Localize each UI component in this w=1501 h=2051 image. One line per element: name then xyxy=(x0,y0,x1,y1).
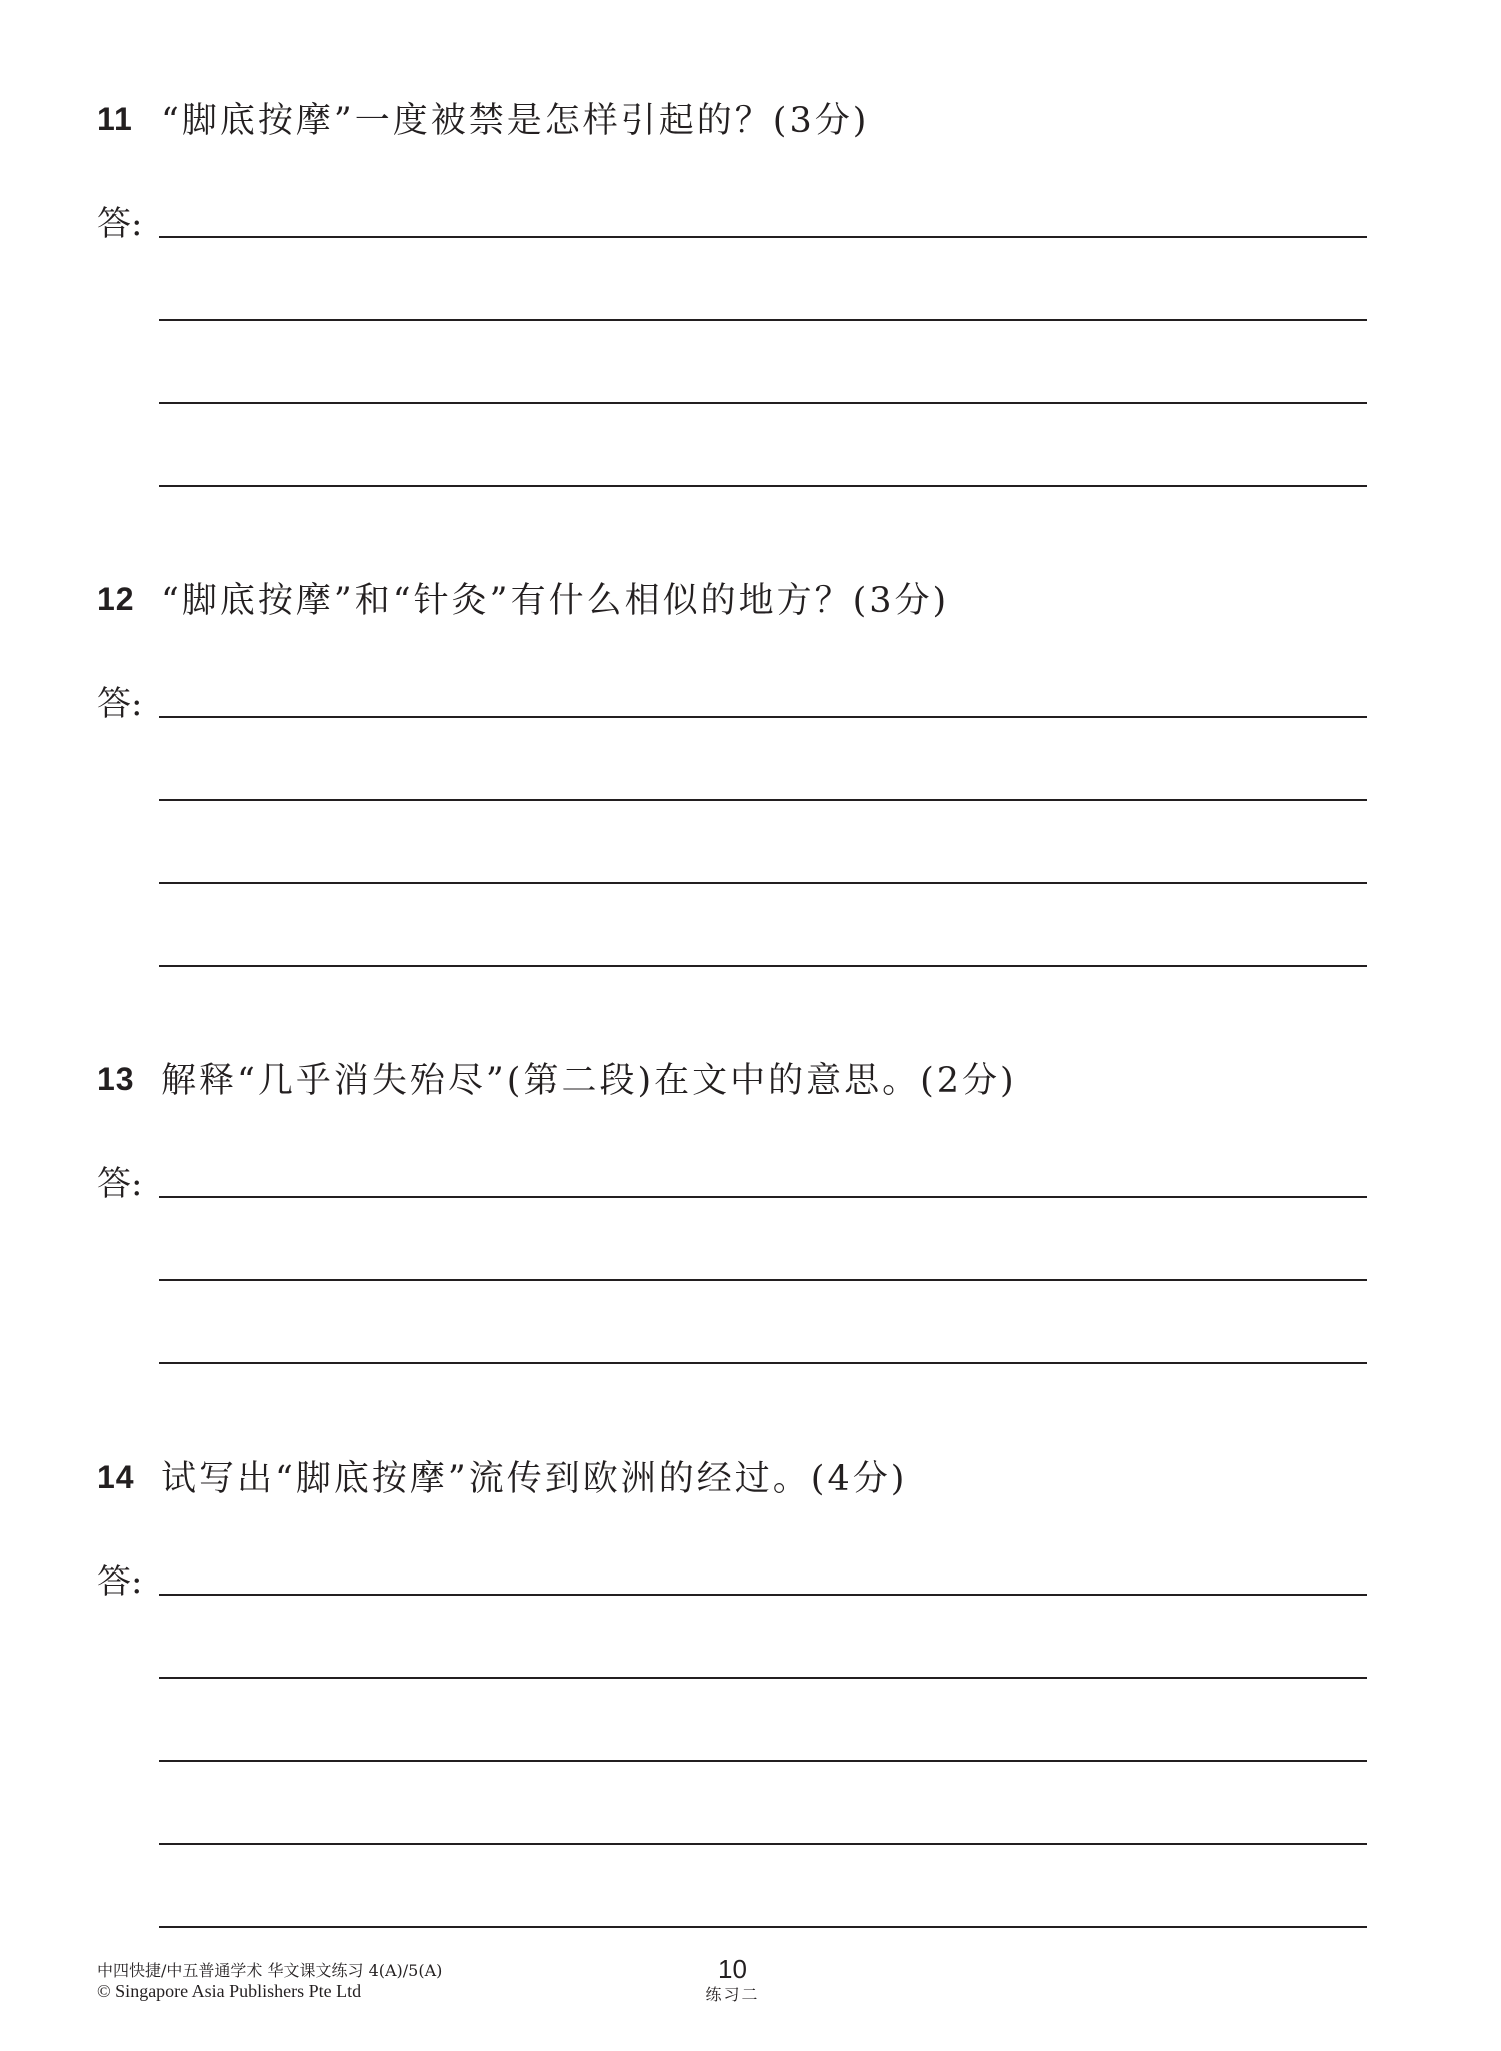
answer-line[interactable] xyxy=(159,1279,1367,1281)
question-number: 13 xyxy=(97,1061,135,1097)
answer-line[interactable] xyxy=(159,799,1367,801)
question-text: 试写出“脚底按摩”流传到欧洲的经过。(4分) xyxy=(161,1459,908,1499)
section-name: 练习二 xyxy=(705,1985,760,2004)
answer-label: 答: xyxy=(97,684,143,724)
answer-line[interactable] xyxy=(159,965,1367,967)
question-header xyxy=(97,1451,1367,1501)
question-header xyxy=(97,1053,1367,1103)
question-header xyxy=(97,573,1367,623)
answer-line[interactable] xyxy=(159,882,1367,884)
question-text: “脚底按摩”和“针灸”有什么相似的地方？(3分) xyxy=(161,581,950,621)
question-number: 12 xyxy=(97,581,135,617)
answer-line[interactable] xyxy=(159,1926,1367,1928)
answer-line[interactable] xyxy=(159,1677,1367,1679)
question-text: “脚底按摩”一度被禁是怎样引起的？(3分) xyxy=(161,101,870,141)
answer-line[interactable] xyxy=(159,402,1367,404)
question-number: 14 xyxy=(97,1459,135,1495)
question-header xyxy=(97,93,1367,143)
answer-line[interactable] xyxy=(159,1362,1367,1364)
answer-line[interactable] xyxy=(159,716,1367,718)
answer-label: 答: xyxy=(97,1562,143,1602)
page-number: 10 xyxy=(718,1954,747,1984)
answer-line[interactable] xyxy=(159,1760,1367,1762)
book-title: 中四快捷/中五普通学术 华文课文练习 4(A)/5(A) xyxy=(97,1961,443,1980)
copyright: © Singapore Asia Publishers Pte Ltd xyxy=(97,1981,362,2001)
answer-line[interactable] xyxy=(159,485,1367,487)
question-11 xyxy=(97,93,1367,244)
question-12 xyxy=(97,573,1367,724)
answer-label: 答: xyxy=(97,1164,143,1204)
question-text: 解释“几乎消失殆尽”(第二段)在文中的意思。(2分) xyxy=(161,1061,1017,1101)
question-13 xyxy=(97,1053,1367,1204)
answer-line[interactable] xyxy=(159,236,1367,238)
answer-line[interactable] xyxy=(159,1594,1367,1596)
answer-label: 答: xyxy=(97,204,143,244)
question-number: 11 xyxy=(97,101,133,137)
answer-line[interactable] xyxy=(159,1843,1367,1845)
question-14 xyxy=(97,1451,1367,1602)
footer-center xyxy=(0,1954,1465,2006)
answer-line[interactable] xyxy=(159,1196,1367,1198)
answer-line[interactable] xyxy=(159,319,1367,321)
